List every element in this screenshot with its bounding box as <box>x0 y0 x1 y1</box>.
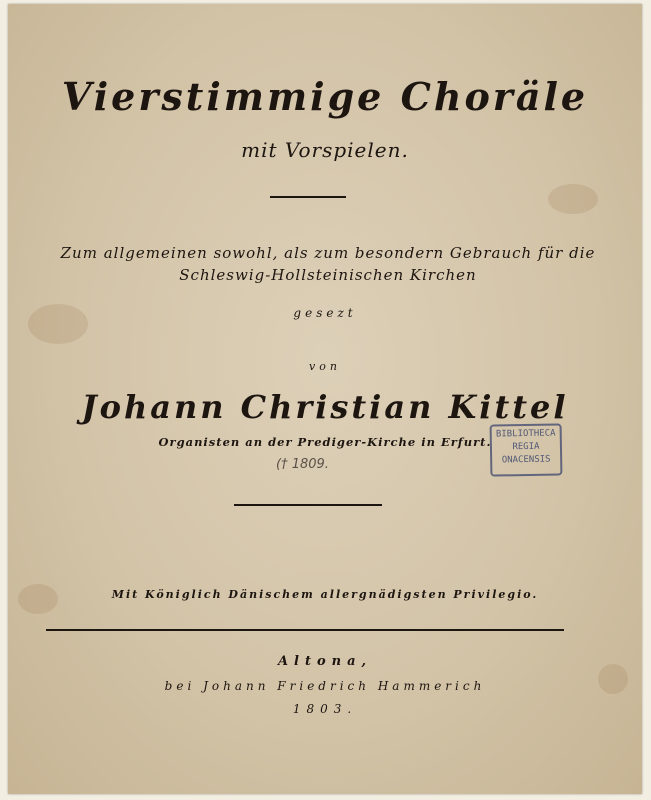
book-subtitle: mit Vorspielen. <box>241 138 409 162</box>
gesezt-label: gesezt <box>293 306 357 320</box>
stamp-line: BIBLIOTHECA <box>495 428 556 440</box>
stamp-line: REGIA <box>512 441 540 453</box>
paper-stain <box>548 184 598 214</box>
publication-place: Altona, <box>277 654 373 669</box>
privilege-line: Mit Königlich Dänischem allergnädigsten Privilegio. <box>111 588 539 601</box>
dedication-text: Zum allgemeinen sowohl, als zum besondern Gebrauch für die Schleswig-Hollsteinischen Kirchen <box>60 244 596 284</box>
von-label: von <box>309 360 341 373</box>
middle-rule <box>234 504 382 506</box>
publisher-line: bei Johann Friedrich Hammerich <box>164 679 486 693</box>
long-rule <box>46 629 564 631</box>
stamp-line: ONACENSIS <box>501 454 551 466</box>
author-name: Johann Christian Kittel <box>81 388 569 426</box>
publication-year: 1803. <box>292 702 358 716</box>
handwritten-note: († 1809. <box>276 457 329 472</box>
book-title: Vierstimmige Choräle <box>61 74 589 119</box>
short-rule <box>270 196 346 198</box>
title-page <box>8 4 642 794</box>
library-stamp <box>490 423 563 476</box>
author-position: Organisten an der Prediger-Kirche in Erfurt. <box>158 435 492 449</box>
